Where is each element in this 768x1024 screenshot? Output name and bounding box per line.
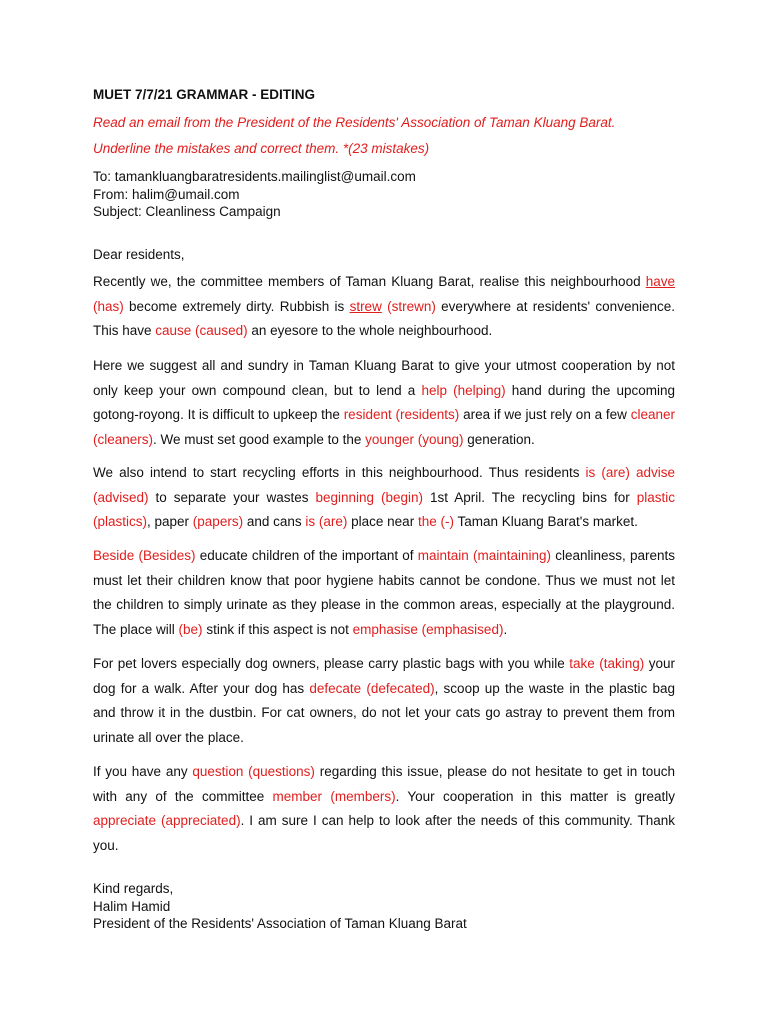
underlined-mistake: have <box>645 274 675 289</box>
body-text: . We must set good example to the <box>153 431 366 447</box>
paragraph <box>93 544 675 642</box>
body-text: . <box>503 621 508 637</box>
body-text: everywhere at residents' convenience. This have <box>93 298 675 339</box>
signature-name: Halim Hamid <box>93 898 171 914</box>
body-text: generation. <box>463 431 535 447</box>
correction-text: question (questions) <box>192 764 315 779</box>
email-header <box>93 168 675 221</box>
document-title: MUET 7/7/21 GRAMMAR - EDITING <box>93 87 316 102</box>
body-text: For pet lovers especially dog owners, please carry plastic bags with you while <box>93 656 570 671</box>
correction-text: (has) <box>93 298 124 314</box>
body-text: and cans <box>243 514 306 530</box>
paragraph <box>93 652 675 750</box>
email-to: To: tamankluangbaratresidents.mailinglist@umail.com <box>93 169 416 184</box>
correction-text: Beside (Besides) <box>93 548 196 563</box>
body-text: area if we just rely on a few <box>459 407 631 423</box>
email-subject: Subject: Cleanliness Campaign <box>93 204 281 219</box>
body-text: place near <box>347 514 418 530</box>
paragraph <box>93 760 675 858</box>
correction-text: is (are) <box>305 514 348 530</box>
body-text: Here we suggest all and sundry in Taman Kluang Barat to give your utmost cooperation by not only keep your own compound clean, but to lend a <box>93 358 675 398</box>
instruction-underline: Underline the mistakes and correct them. *(23 mistakes) <box>93 141 430 156</box>
correction-text: cleaner (cleaners) <box>93 407 675 447</box>
correction-text: is (are) advise (advised) <box>93 465 675 505</box>
correction-text: resident (residents) <box>343 407 460 423</box>
paragraph <box>93 461 675 535</box>
paragraph <box>93 354 675 452</box>
correction-text: help (helping) <box>421 382 506 398</box>
body-text: become extremely dirty. Rubbish is <box>123 298 350 314</box>
body-text: your dog for a walk. After your dog has <box>93 656 675 696</box>
body-text: to separate your wastes <box>148 489 316 505</box>
body-text: Taman Kluang Barat's market. <box>453 514 638 530</box>
correction-text: the (-) <box>417 514 454 530</box>
correction-text: take (taking) <box>569 656 645 671</box>
correction-text: (strewn) <box>387 298 436 314</box>
body-text: educate children of the important of <box>195 548 418 563</box>
salutation: Dear residents, <box>93 247 185 262</box>
correction-text: emphasise (emphasised) <box>352 621 504 637</box>
body-text: We also intend to start recycling efforts in this neighbourhood. Thus residents <box>93 465 586 480</box>
correction-text: beginning (begin) <box>315 489 424 505</box>
correction-text: (papers) <box>192 514 244 530</box>
body-text: , scoop up the waste in the plastic bag and throw it in the dustbin. For cat owners, do not let your cats go astray to prevent them from urinate all over the place. <box>93 680 675 745</box>
body-text: . I am sure I can help to look after the needs of this community. Thank you. <box>93 813 675 853</box>
email-from: From: halim@umail.com <box>93 186 240 202</box>
body-text: If you have any <box>93 764 193 779</box>
underlined-mistake: strew <box>349 298 382 314</box>
body-text: stink if this aspect is not <box>202 621 353 637</box>
correction-text: (be) <box>178 621 203 637</box>
body-text: regarding this issue, please do not hesitate to get in touch with any of the committee <box>93 764 675 804</box>
correction-text: cause (caused) <box>155 323 248 339</box>
body-text: cleanliness, parents must let their children know that poor hygiene habits cannot be condone. Thus we must not let the children to simply urinate as they please in the common areas, especially at the playground. The place will <box>93 548 675 637</box>
instruction-read: Read an email from the President of the Residents' Association of Taman Kluang Barat. <box>93 115 616 130</box>
correction-text: younger (young) <box>365 431 464 447</box>
body-text: , paper <box>147 514 193 530</box>
correction-text: plastic (plastics) <box>93 489 675 530</box>
body-text: Recently we, the committee members of Taman Kluang Barat, realise this neighbourhood <box>93 274 646 289</box>
body-text: . Your cooperation in this matter is greatly <box>395 788 676 804</box>
body-text: 1st April. The recycling bins for <box>423 489 637 505</box>
email-closing <box>93 880 675 933</box>
closing-regards: Kind regards, <box>93 881 174 896</box>
correction-text: defecate (defecated) <box>309 680 435 696</box>
correction-text: member (members) <box>272 788 396 804</box>
body-text: hand during the upcoming gotong-royong. It is difficult to upkeep the <box>93 382 676 423</box>
paragraph <box>93 270 675 344</box>
correction-text: appreciate (appreciated) <box>93 813 241 829</box>
body-text: an eyesore to the whole neighbourhood. <box>247 323 493 339</box>
correction-text: maintain (maintaining) <box>417 548 552 563</box>
signature-position: President of the Residents' Association of Taman Kluang Barat <box>93 916 467 931</box>
